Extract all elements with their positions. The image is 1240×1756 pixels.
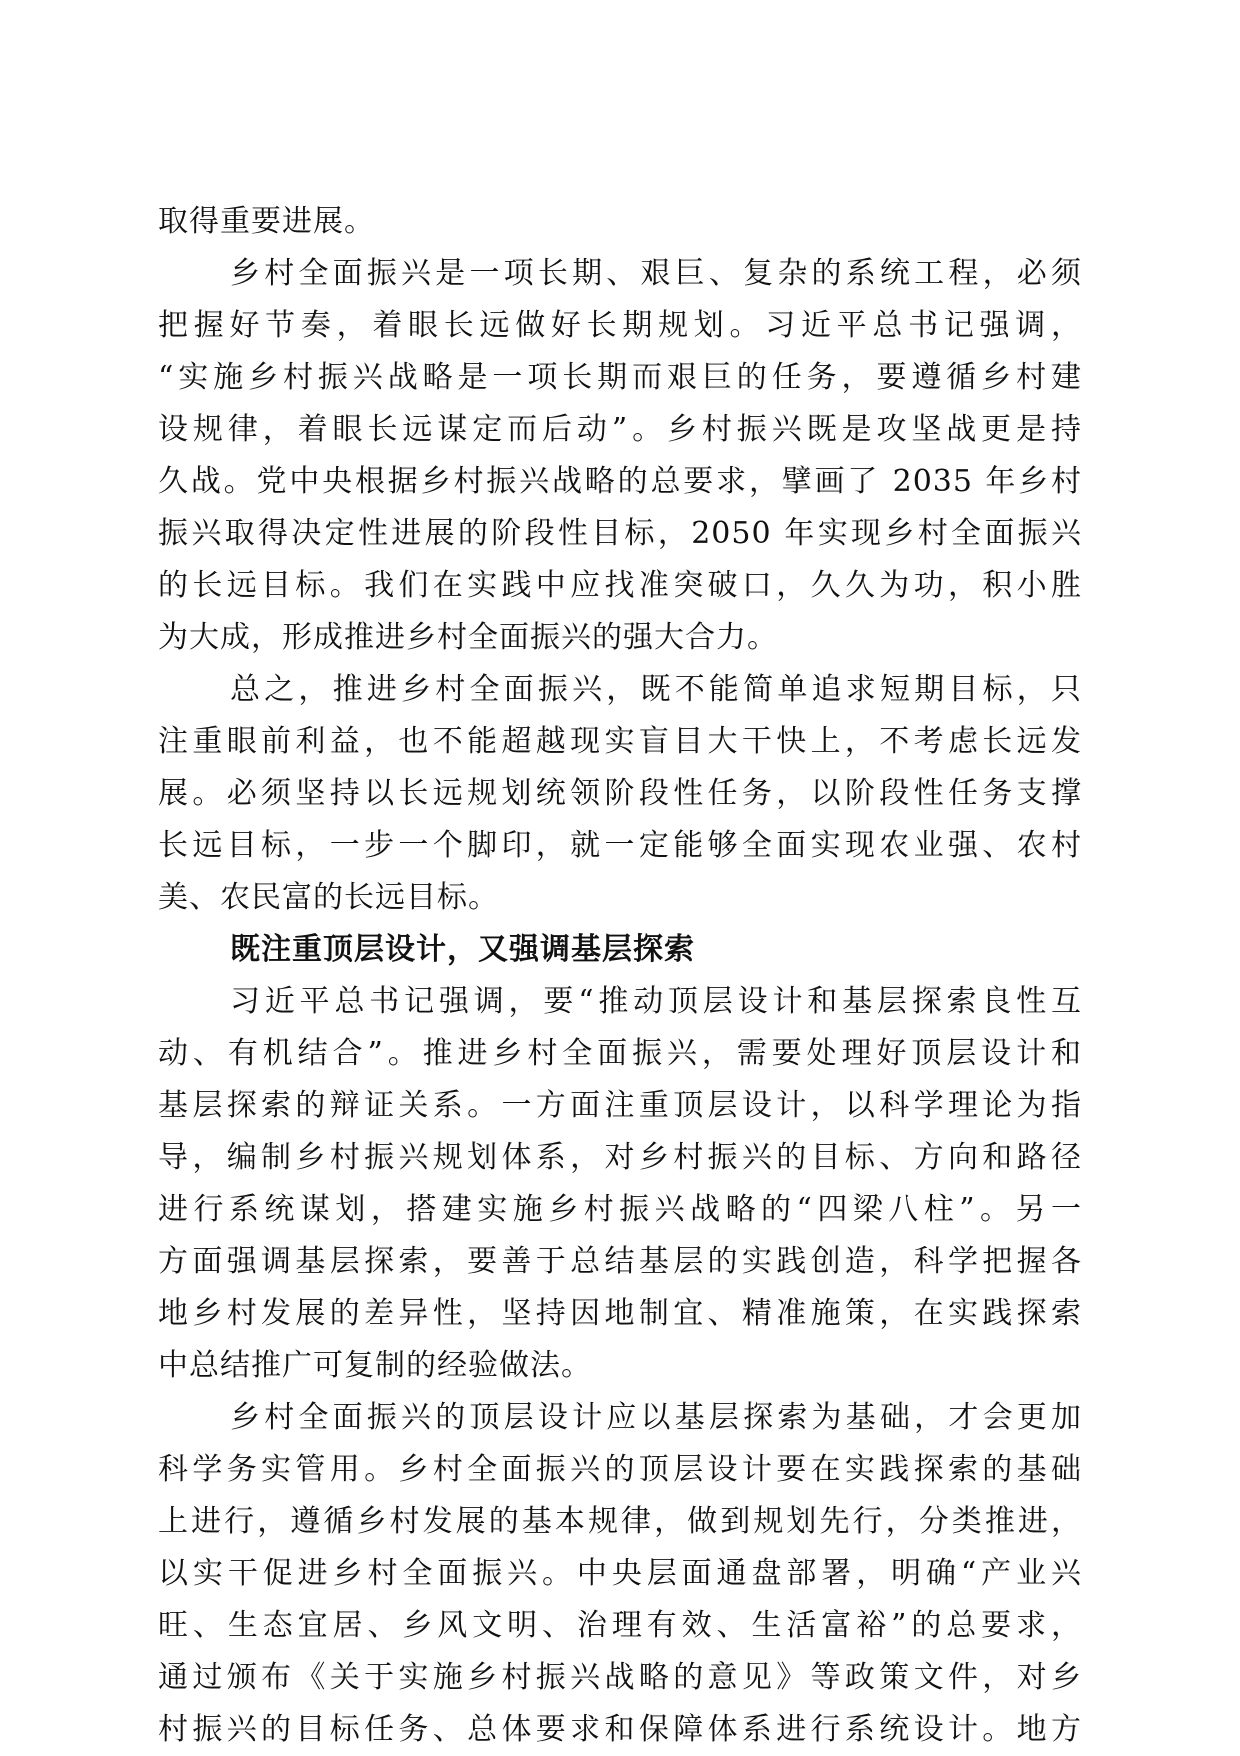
text-line: 为大成，形成推进乡村全面振兴的强大合力。 [158, 620, 778, 655]
text-line: 村振兴的目标任务、总体要求和保障体系进行系统设计。地方 [158, 1712, 1082, 1747]
text-line: 基层探索的辩证关系。一方面注重顶层设计，以科学理论为指 [158, 1088, 1082, 1123]
text-line: 乡村全面振兴是一项长期、艰巨、复杂的系统工程，必须 [230, 256, 1082, 291]
text-line: 久战。党中央根据乡村振兴战略的总要求，擘画了 2035 年乡村 [158, 464, 1082, 499]
section-heading: 既注重顶层设计，又强调基层探索 [230, 932, 695, 967]
text-line: 的长远目标。我们在实践中应找准突破口，久久为功，积小胜 [158, 568, 1082, 603]
text-line: 乡村全面振兴的顶层设计应以基层探索为基础，才会更加 [230, 1400, 1082, 1435]
text-line: 动、有机结合”。推进乡村全面振兴，需要处理好顶层设计和 [158, 1036, 1082, 1071]
text-line: 设规律，着眼长远谋定而后动”。乡村振兴既是攻坚战更是持 [158, 412, 1082, 447]
text-line: 总之，推进乡村全面振兴，既不能简单追求短期目标，只 [230, 672, 1082, 707]
text-line: 美、农民富的长远目标。 [158, 880, 499, 915]
text-line: 习近平总书记强调，要“推动顶层设计和基层探索良性互 [230, 984, 1082, 1019]
text-line: 旺、生态宜居、乡风文明、治理有效、生活富裕”的总要求， [158, 1608, 1082, 1643]
text-line: 把握好节奏，着眼长远做好长期规划。习近平总书记强调， [158, 308, 1082, 343]
text-line: 上进行，遵循乡村发展的基本规律，做到规划先行，分类推进， [158, 1504, 1082, 1539]
text-line: “实施乡村振兴战略是一项长期而艰巨的任务，要遵循乡村建 [158, 360, 1082, 395]
text-line: 注重眼前利益，也不能超越现实盲目大干快上，不考虑长远发 [158, 724, 1082, 759]
text-line: 长远目标，一步一个脚印，就一定能够全面实现农业强、农村 [158, 828, 1082, 863]
text-line: 地乡村发展的差异性，坚持因地制宜、精准施策，在实践探索 [158, 1296, 1082, 1331]
text-line: 展。必须坚持以长远规划统领阶段性任务，以阶段性任务支撑 [158, 776, 1082, 811]
text-line: 振兴取得决定性进展的阶段性目标，2050 年实现乡村全面振兴 [158, 516, 1082, 551]
document-page [158, 196, 1082, 1756]
text-line: 中总结推广可复制的经验做法。 [158, 1348, 592, 1383]
text-line: 进行系统谋划，搭建实施乡村振兴战略的“四梁八柱”。另一 [158, 1192, 1082, 1227]
text-line: 方面强调基层探索，要善于总结基层的实践创造，科学把握各 [158, 1244, 1082, 1279]
text-line: 科学务实管用。乡村全面振兴的顶层设计要在实践探索的基础 [158, 1452, 1082, 1487]
text-line: 导，编制乡村振兴规划体系，对乡村振兴的目标、方向和路径 [158, 1140, 1082, 1175]
text-line: 通过颁布《关于实施乡村振兴战略的意见》等政策文件，对乡 [158, 1660, 1082, 1695]
text-line: 以实干促进乡村全面振兴。中央层面通盘部署，明确“产业兴 [158, 1556, 1082, 1591]
text-line: 取得重要进展。 [158, 204, 375, 239]
